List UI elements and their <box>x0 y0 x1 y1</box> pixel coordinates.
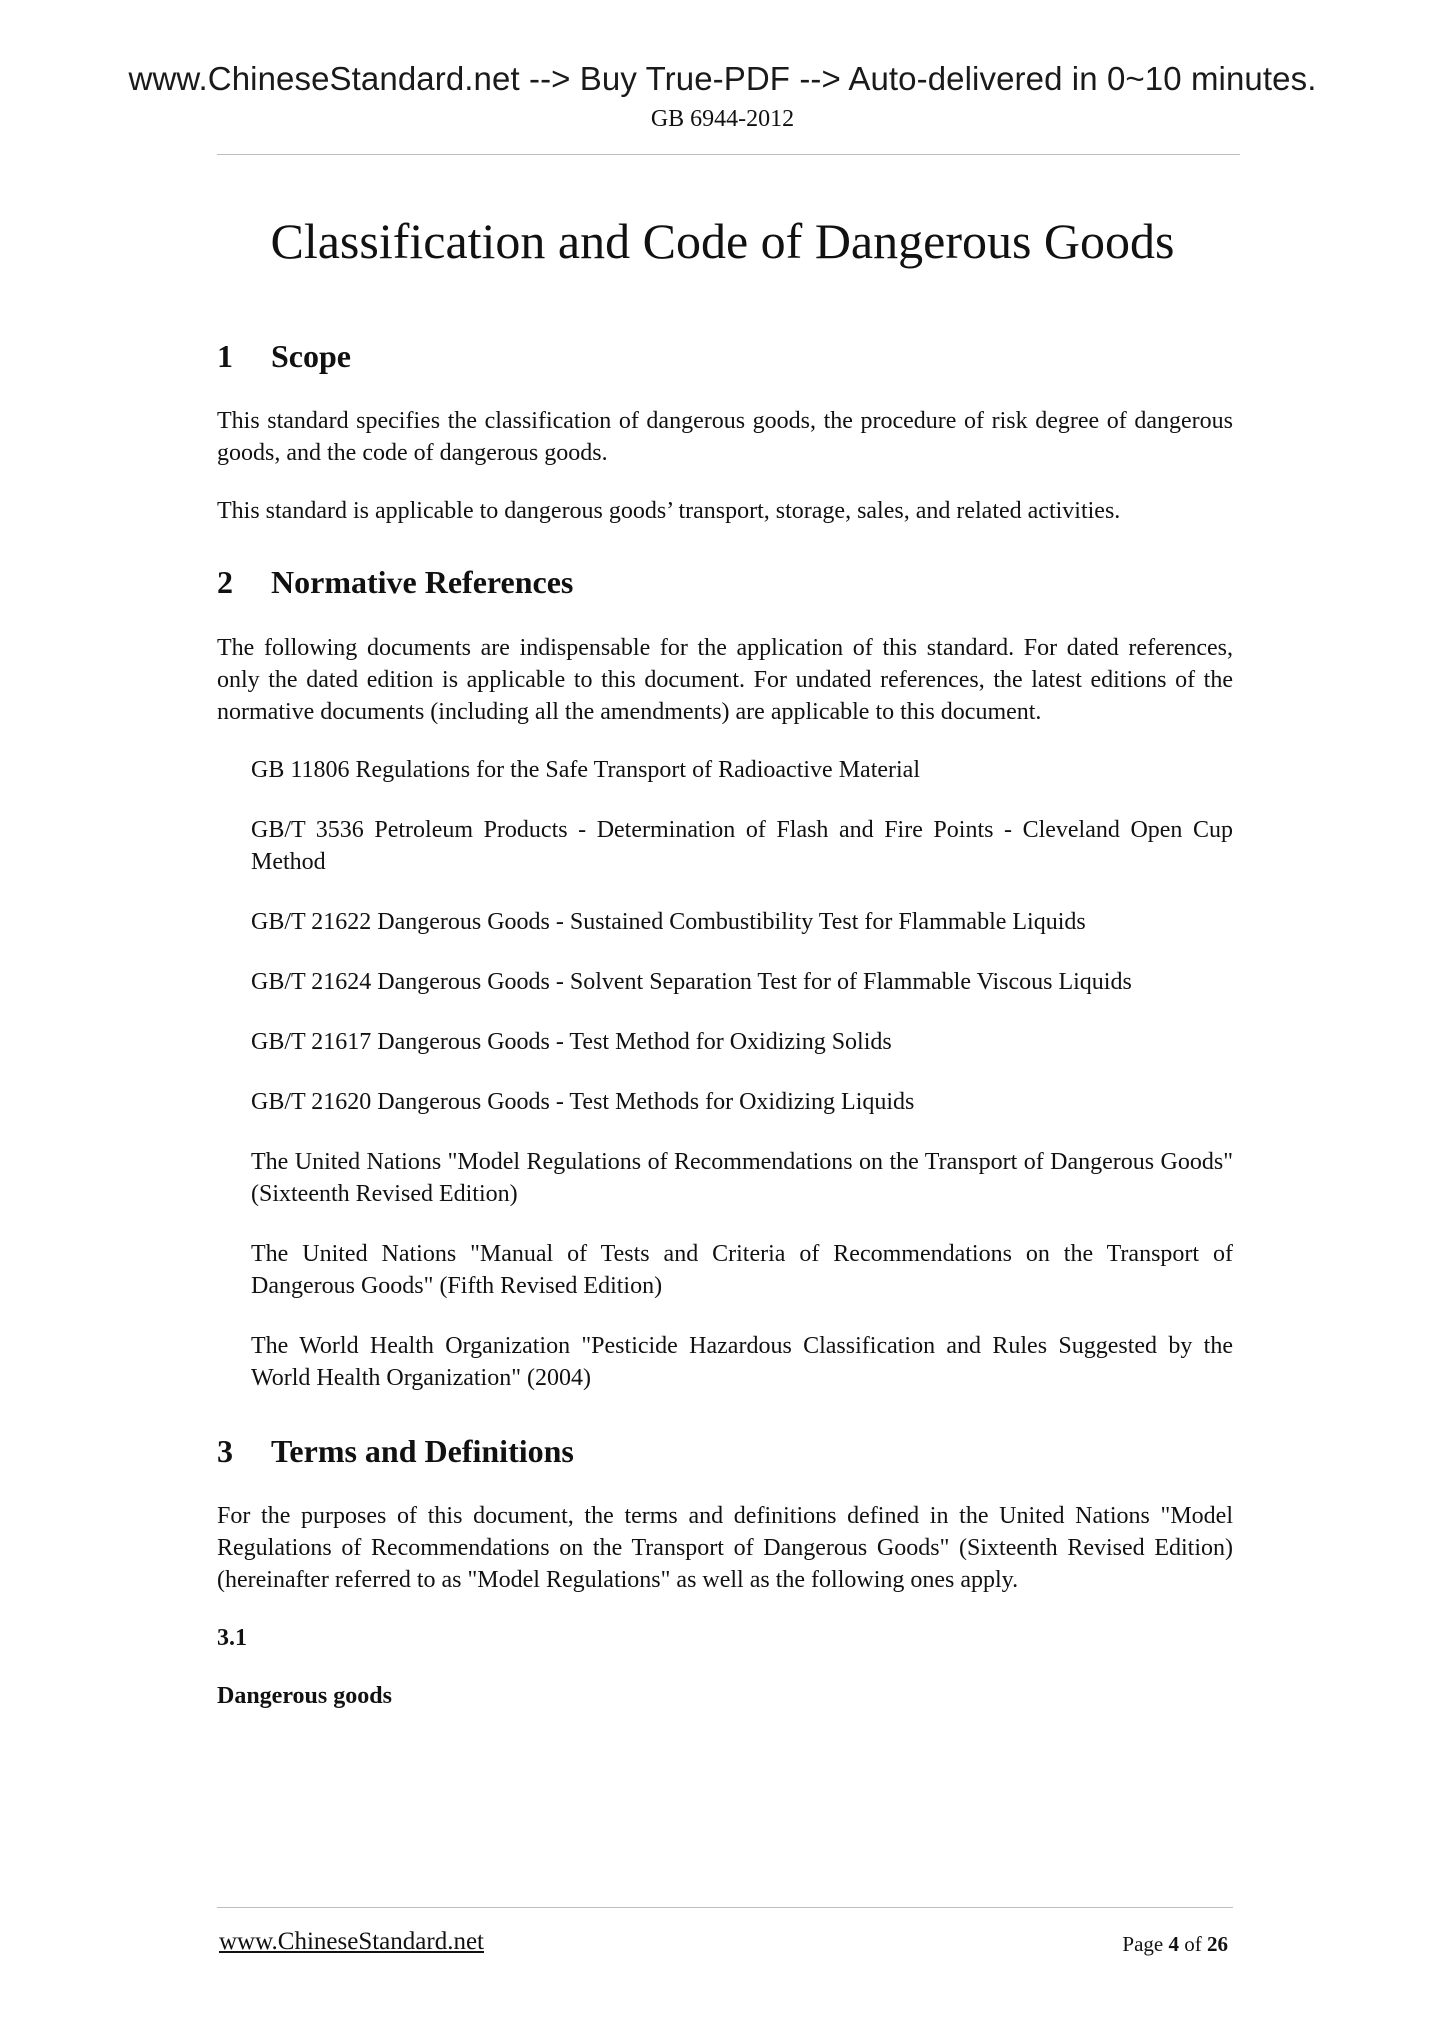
page-of-label: of <box>1184 1932 1202 1956</box>
reference-item: GB/T 21624 Dangerous Goods - Solvent Separation Test for of Flammable Viscous Liquids <box>251 968 1132 995</box>
clause-number: 3.1 <box>217 1625 247 1652</box>
scope-paragraph: This standard is applicable to dangerous goods’ transport, storage, sales, and related activities. <box>217 498 1121 525</box>
section-title: Scope <box>271 338 351 374</box>
header-banner: www.ChineseStandard.net --> Buy True-PDF --> Auto-delivered in 0~10 minutes. <box>128 60 1317 97</box>
section-title: Normative References <box>271 564 574 601</box>
section-number: 3 <box>217 1432 233 1469</box>
section-title: Terms and Definitions <box>271 1432 574 1469</box>
page-total: 26 <box>1207 1932 1228 1956</box>
section-heading-scope <box>217 337 1233 375</box>
reference-item: GB/T 21617 Dangerous Goods - Test Method for Oxidizing Solids <box>251 1028 892 1055</box>
terms-intro: For the purposes of this document, the terms and definitions defined in the United Nations "Model Regulations of Recommendations on the Transport of Dangerous Goods" (Sixteenth Revised Edition) (hereinafter referred to as "Model Regulations" as well as the following ones apply. <box>217 1503 1233 1594</box>
section-number: 1 <box>217 338 233 374</box>
clause-term: Dangerous goods <box>217 1683 392 1710</box>
reference-item: GB/T 21620 Dangerous Goods - Test Methods for Oxidizing Liquids <box>251 1088 915 1115</box>
reference-item: The United Nations "Manual of Tests and Criteria of Recommendations on the Transport of Dangerous Goods" (Fifth Revised Edition) <box>251 1240 1233 1299</box>
reference-item: GB/T 3536 Petroleum Products - Determination of Flash and Fire Points - Cleveland Open Cup Method <box>251 816 1233 875</box>
header-divider <box>217 154 1240 155</box>
reference-item: GB/T 21622 Dangerous Goods - Sustained Combustibility Test for Flammable Liquids <box>251 908 1086 935</box>
scope-paragraph: This standard specifies the classification of dangerous goods, the procedure of risk degree of dangerous goods, and the code of dangerous goods. <box>217 408 1233 467</box>
footer-website-link[interactable]: www.ChineseStandard.net <box>219 1928 484 1955</box>
section-heading-normative-references <box>217 563 1233 601</box>
footer-divider <box>217 1907 1233 1908</box>
section-heading-terms <box>217 1432 1233 1470</box>
reference-item: GB 11806 Regulations for the Safe Transport of Radioactive Material <box>251 756 920 783</box>
normative-references-intro: The following documents are indispensable for the application of this standard. For dated references, only the dated edition is applicable to this document. For undated references, the latest editions of the normative documents (including all the amendments) are applicable to this document. <box>217 634 1233 725</box>
standard-code: GB 6944-2012 <box>650 106 795 132</box>
page-label: Page <box>1122 1932 1164 1956</box>
document-body <box>217 337 1233 1738</box>
reference-item: The World Health Organization "Pesticide Hazardous Classification and Rules Suggested by the World Health Organization" (2004) <box>251 1332 1233 1391</box>
section-number: 2 <box>217 564 233 601</box>
document-title: Classification and Code of Dangerous Goods <box>270 213 1175 269</box>
page-current: 4 <box>1168 1932 1179 1956</box>
page-indicator <box>1000 1932 1228 1957</box>
reference-item: The United Nations "Model Regulations of Recommendations on the Transport of Dangerous Goods" (Sixteenth Revised Edition) <box>251 1148 1233 1207</box>
